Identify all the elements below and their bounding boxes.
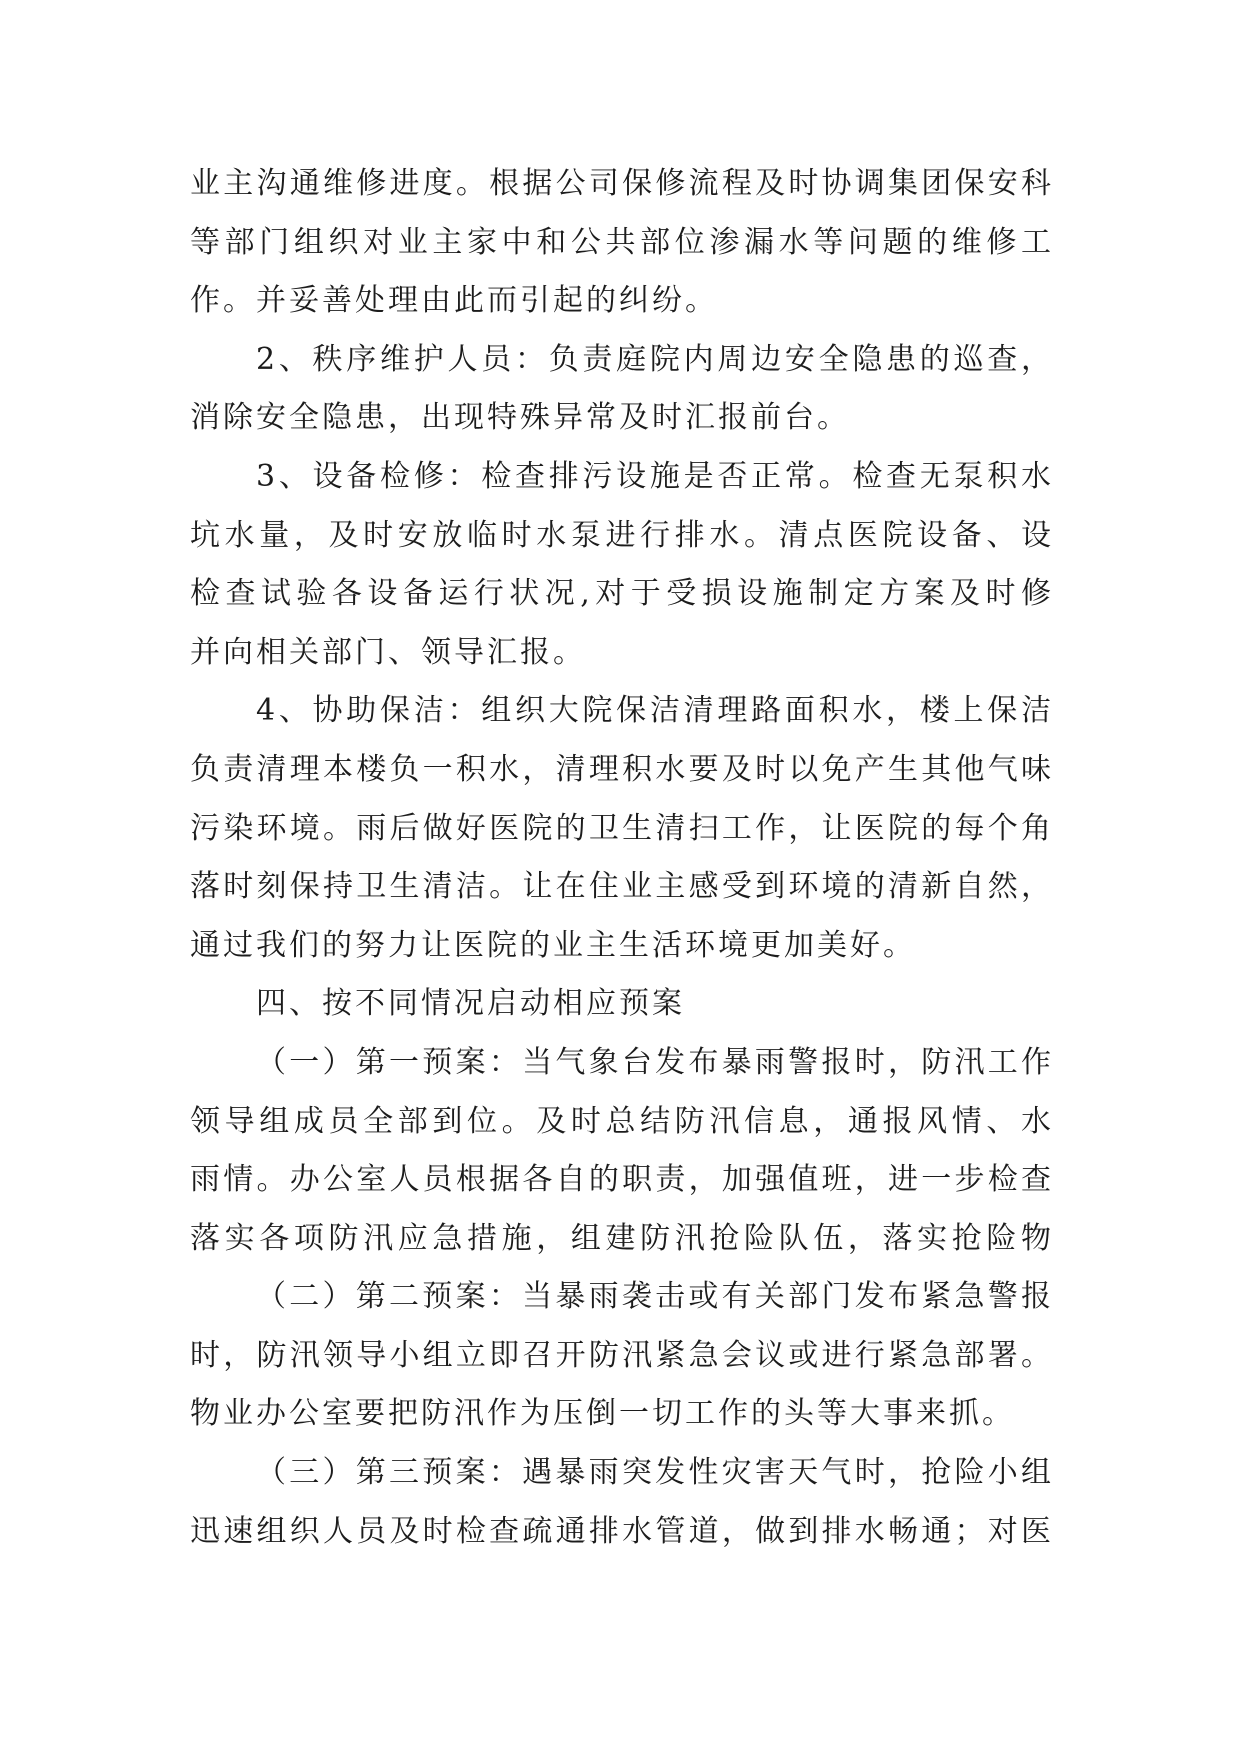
paragraph-plan-1 <box>190 1034 1054 1268</box>
section-heading <box>190 975 1054 1034</box>
text-line: （三）第三预案：遇暴雨突发性灾害天气时，抢险小组 <box>256 1455 1054 1491</box>
text-line: 2、秩序维护人员：负责庭院内周边安全隐患的巡查， <box>256 341 1054 377</box>
text-line: 消除安全隐患，出现特殊异常及时汇报前台。 <box>190 400 850 436</box>
section-heading-text: 四、按不同情况启动相应预案 <box>256 986 685 1022</box>
text-line: 时，防汛领导小组立即召开防汛紧急会议或进行紧急部署。 <box>190 1337 1054 1373</box>
text-line: 雨情。办公室人员根据各自的职责，加强值班，进一步检查 <box>190 1162 1054 1198</box>
paragraph-item-2 <box>190 331 1054 448</box>
paragraph-plan-2 <box>190 1268 1054 1444</box>
text-line: 3、设备检修：检查排污设施是否正常。检查无泵积水 <box>256 458 1054 494</box>
text-line: （一）第一预案：当气象台发布暴雨警报时，防汛工作 <box>256 1044 1054 1080</box>
paragraph-plan-3 <box>190 1444 1054 1561</box>
text-line: 4、协助保洁：组织大院保洁清理路面积水，楼上保洁 <box>256 693 1054 729</box>
text-line: 落实各项防汛应急措施，组建防汛抢险队伍，落实抢险物 <box>190 1220 1054 1256</box>
document-body <box>190 155 1054 1561</box>
text-line: 落时刻保持卫生清洁。让在住业主感受到环境的清新自然， <box>190 869 1054 905</box>
text-line: 作。并妥善处理由此而引起的纠纷。 <box>190 283 718 319</box>
text-line: 坑水量，及时安放临时水泵进行排水。清点医院设备、设 <box>190 517 1054 553</box>
paragraph-item-3 <box>190 448 1054 682</box>
text-line: 并向相关部门、领导汇报。 <box>190 634 586 670</box>
text-line: 物业办公室要把防汛作为压倒一切工作的头等大事来抓。 <box>190 1396 1015 1432</box>
text-line: 迅速组织人员及时检查疏通排水管道，做到排水畅通；对医 <box>190 1513 1054 1549</box>
text-line: 污染环境。雨后做好医院的卫生清扫工作，让医院的每个角 <box>190 810 1054 846</box>
paragraph-continuation <box>190 155 1054 331</box>
text-line: 检查试验各设备运行状况,对于受损设施制定方案及时修 <box>190 576 1054 612</box>
text-line: 等部门组织对业主家中和公共部位渗漏水等问题的维修工 <box>190 224 1054 260</box>
text-line: 业主沟通维修进度。根据公司保修流程及时协调集团保安科 <box>190 166 1054 201</box>
text-line: 领导组成员全部到位。及时总结防汛信息，通报风情、水 <box>190 1103 1054 1139</box>
text-line: 负责清理本楼负一积水，清理积水要及时以免产生其他气味 <box>190 751 1054 787</box>
text-line: （二）第二预案：当暴雨袭击或有关部门发布紧急警报 <box>256 1279 1054 1315</box>
paragraph-item-4 <box>190 682 1054 975</box>
text-line: 通过我们的努力让医院的业主生活环境更加美好。 <box>190 927 916 963</box>
